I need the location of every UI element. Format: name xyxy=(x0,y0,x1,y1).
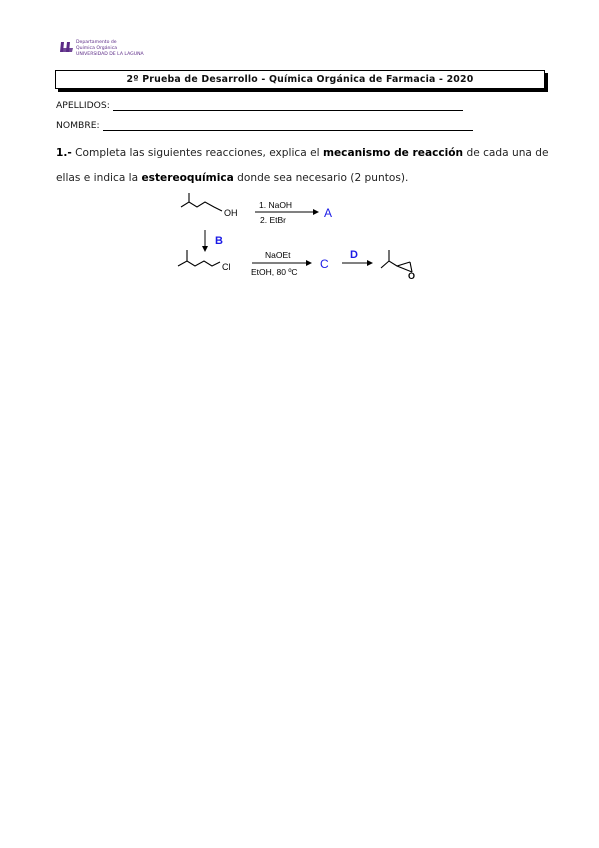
question-text-2: de cada una de ellas e indica la xyxy=(56,147,549,184)
question-bold-1: mecanismo de reacción xyxy=(322,147,464,159)
reagent-2b: EtOH, 80 ºC xyxy=(251,267,298,277)
nombre-label: NOMBRE: xyxy=(56,120,100,131)
alcohol-skeleton xyxy=(181,193,222,211)
reagent-1b: 2. EtBr xyxy=(260,215,286,225)
question-number: 1.- xyxy=(56,147,72,159)
reaction-arrow-2-head xyxy=(306,260,312,266)
logo-line-3: UNIVERSIDAD DE LA LAGUNA xyxy=(76,52,144,57)
reagent-1a: 1. NaOH xyxy=(259,200,293,210)
reagent-2a: NaOEt xyxy=(265,250,291,260)
oh-label: OH xyxy=(224,208,238,218)
apellidos-label: APELLIDOS: xyxy=(56,100,110,111)
chloride-skeleton xyxy=(178,250,220,266)
reaction-arrow-1-head xyxy=(313,209,319,215)
reaction-arrow-b-head xyxy=(202,246,208,252)
cl-label: Cl xyxy=(222,262,231,272)
product-b-label: B xyxy=(215,235,223,247)
question-text-1: Completa las siguientes reacciones, explica el xyxy=(71,147,323,159)
product-a-label: A xyxy=(324,206,333,220)
epoxide-o-label: O xyxy=(408,271,416,281)
epoxide-skeleton xyxy=(381,250,412,272)
logo-line-1: Departamento de xyxy=(76,40,117,45)
question-bold-2: estereoquímica xyxy=(141,172,234,184)
logo-line-2: Química Orgánica xyxy=(76,46,118,51)
product-d-label: D xyxy=(350,249,358,261)
question-text-3: donde sea necesario (2 puntos). xyxy=(233,172,409,184)
product-c-label: C xyxy=(320,257,329,271)
reaction-arrow-3-head xyxy=(367,260,373,266)
exam-title: 2º Prueba de Desarrollo - Química Orgánica de Farmacia - 2020 xyxy=(126,74,474,85)
